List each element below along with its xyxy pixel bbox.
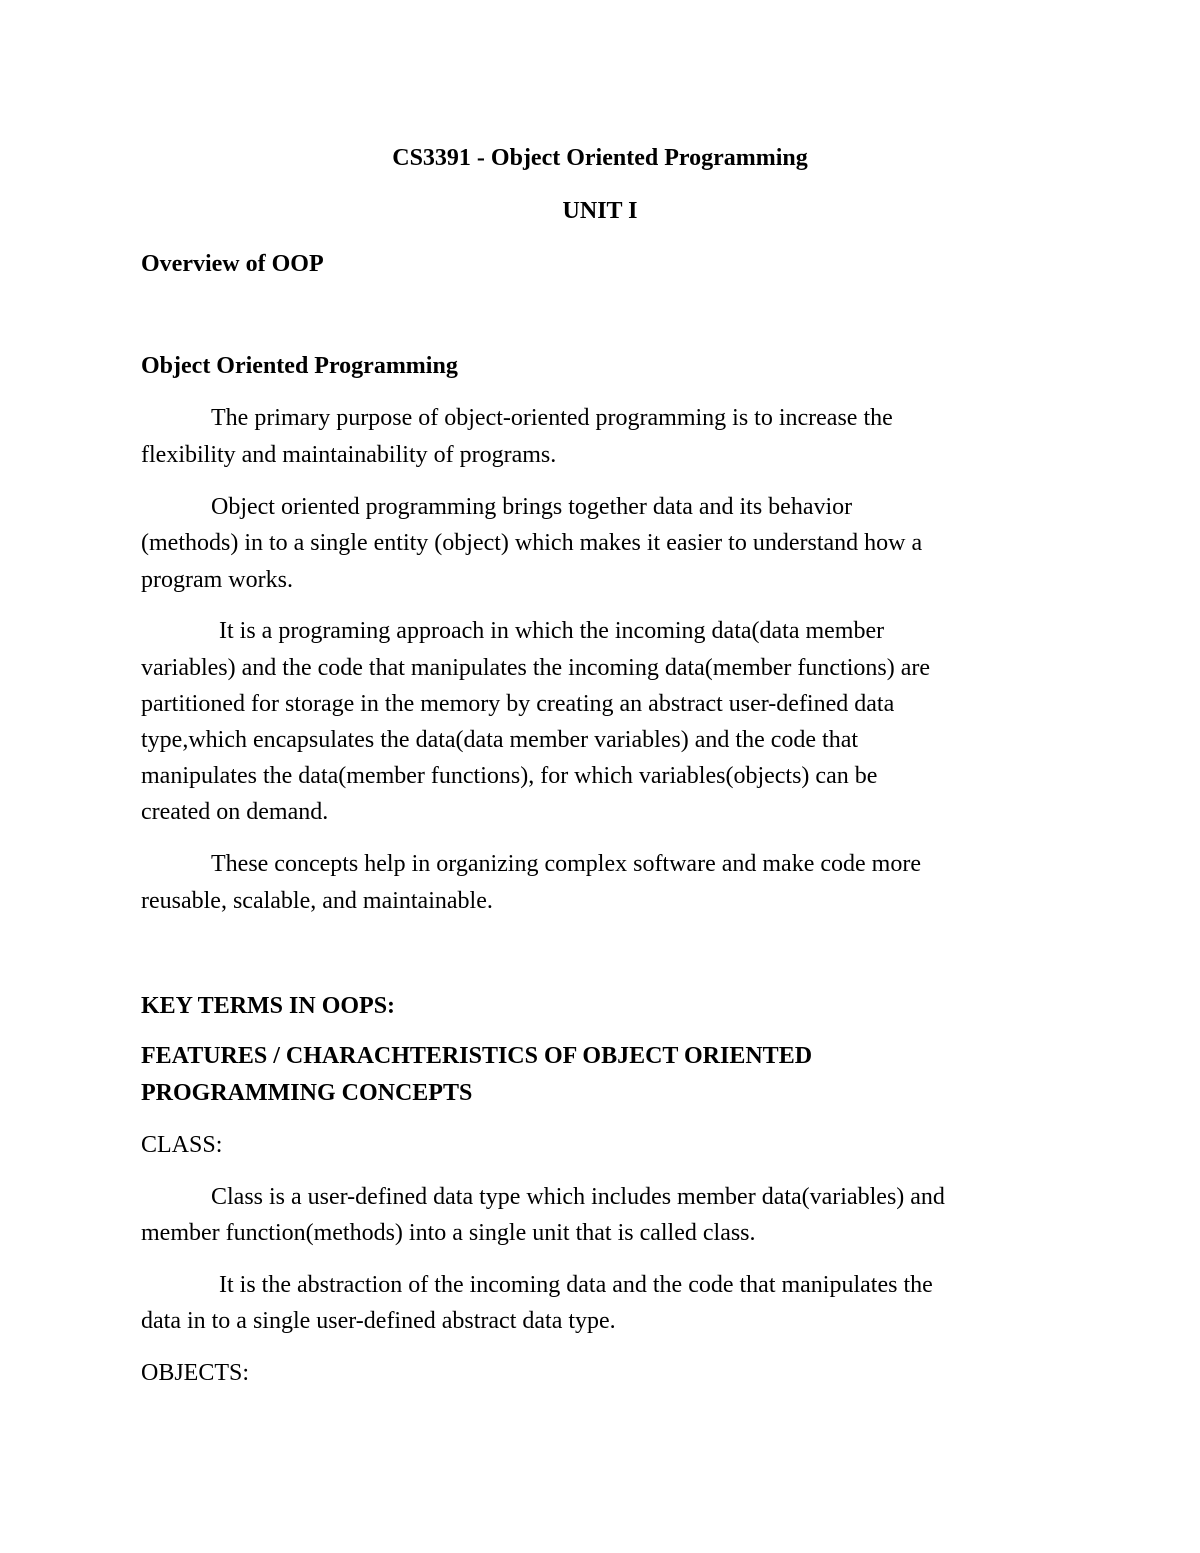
para4-line2: reusable, scalable, and maintainable.: [141, 888, 493, 914]
para3-line1: It is a programing approach in which the incoming data(data member: [219, 618, 885, 644]
class-para1-line2: member function(methods) into a single unit that is called class.: [141, 1220, 756, 1246]
key-terms-heading: KEY TERMS IN OOPS:: [141, 993, 396, 1019]
para4-line1: These concepts help in organizing complex software and make code more: [211, 851, 921, 877]
class-para2-line1: It is the abstraction of the incoming data and the code that manipulates the: [219, 1272, 933, 1298]
para1-line1: The primary purpose of object-oriented programming is to increase the: [211, 405, 893, 431]
objects-heading: OBJECTS:: [141, 1360, 250, 1386]
para1-line2: flexibility and maintainability of programs.: [141, 442, 557, 468]
para3-line5: manipulates the data(member functions), for which variables(objects) can be: [141, 763, 878, 789]
class-para2-line2: data in to a single user-defined abstract data type.: [141, 1308, 616, 1334]
para2-line1: Object oriented programming brings together data and its behavior: [211, 494, 853, 520]
class-para1-line1: Class is a user-defined data type which includes member data(variables) and: [211, 1184, 945, 1210]
para3-line2: variables) and the code that manipulates the incoming data(member functions) are: [141, 655, 931, 681]
para3-line4: type,which encapsulates the data(data member variables) and the code that: [141, 727, 859, 753]
para3-line3: partitioned for storage in the memory by creating an abstract user-defined data: [141, 691, 895, 717]
document-title: CS3391 - Object Oriented Programming: [392, 145, 808, 171]
features-heading-line1: FEATURES / CHARACHTERISTICS OF OBJECT ORIENTED: [141, 1043, 813, 1069]
unit-heading: UNIT I: [562, 198, 638, 224]
class-heading: CLASS:: [141, 1132, 223, 1158]
oop-heading: Object Oriented Programming: [141, 353, 458, 379]
overview-heading: Overview of OOP: [141, 251, 324, 277]
para3-line6: created on demand.: [141, 799, 329, 825]
para2-line3: program works.: [141, 567, 293, 593]
features-heading-line2: PROGRAMMING CONCEPTS: [141, 1080, 473, 1106]
para2-line2: (methods) in to a single entity (object) which makes it easier to understand how a: [141, 530, 923, 556]
